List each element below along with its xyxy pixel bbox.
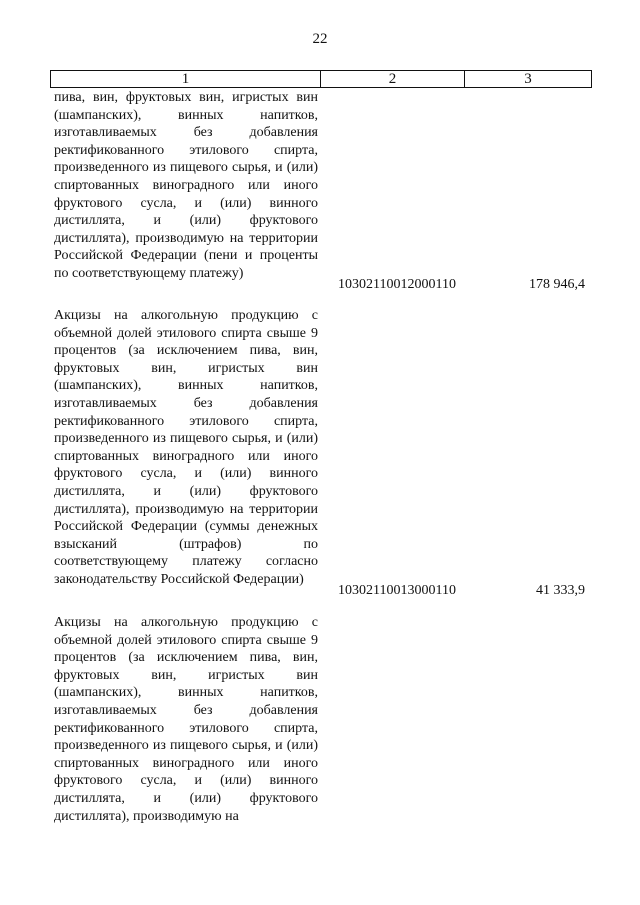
- column-header-2: 2: [321, 71, 465, 87]
- row-description: Акцизы на алкогольную продукцию с объемной долей этилового спирта свыше 9 процентов (за исключением пива, вин, фруктовых вин, игристых вин (шампанских), винных напитков, изготавливаемых без добавления ректификованного этилового спирта, произведенного из пищевого сырья, и (или) спиртованных виноградного или иного фруктового сусла, и (или) винного дистиллята, и (или) фруктового дистиллята), производимую на территории Российской Федерации (суммы денежных взысканий (штрафов) по соответствующему платежу согласно законодательству Российской Федерации): [54, 308, 318, 587]
- column-header-1: 1: [51, 71, 321, 87]
- row-description: Акцизы на алкогольную продукцию с объемной долей этилового спирта свыше 9 процентов (за исключением пива, вин, фруктовых вин, игристых вин (шампанских), винных напитков, изготавливаемых без добавления ректификованного этилового спирта, произведенного из пищевого сырья, и (или) спиртованных виноградного или иного фруктового сусла, и (или) винного дистиллята, и (или) фруктового дистиллята), производимую на: [54, 615, 318, 824]
- column-header-3: 3: [524, 71, 532, 87]
- table-row: [51, 307, 591, 607]
- row-amount: 41 333,9: [536, 583, 585, 598]
- row-description: пива, вин, фруктовых вин, игристых вин (шампанских), винных напитков, изготавливаемых без добавления ректификованного этилового спирта, произведенного из пищевого сырья, и (или) спиртованных виноградного или иного фруктового сусла, и (или) винного дистиллята, и (или) фруктового дистиллята), производимую на территории Российской Федерации (пени и проценты по соответствующему платежу): [54, 90, 318, 281]
- table-row: [51, 89, 591, 301]
- row-code: 10302110012000110: [338, 277, 456, 292]
- table-row: [51, 614, 591, 834]
- page-number: 22: [312, 31, 328, 47]
- table-header-row: [50, 70, 592, 88]
- row-amount: 178 946,4: [529, 277, 585, 292]
- row-code: 10302110013000110: [338, 583, 456, 598]
